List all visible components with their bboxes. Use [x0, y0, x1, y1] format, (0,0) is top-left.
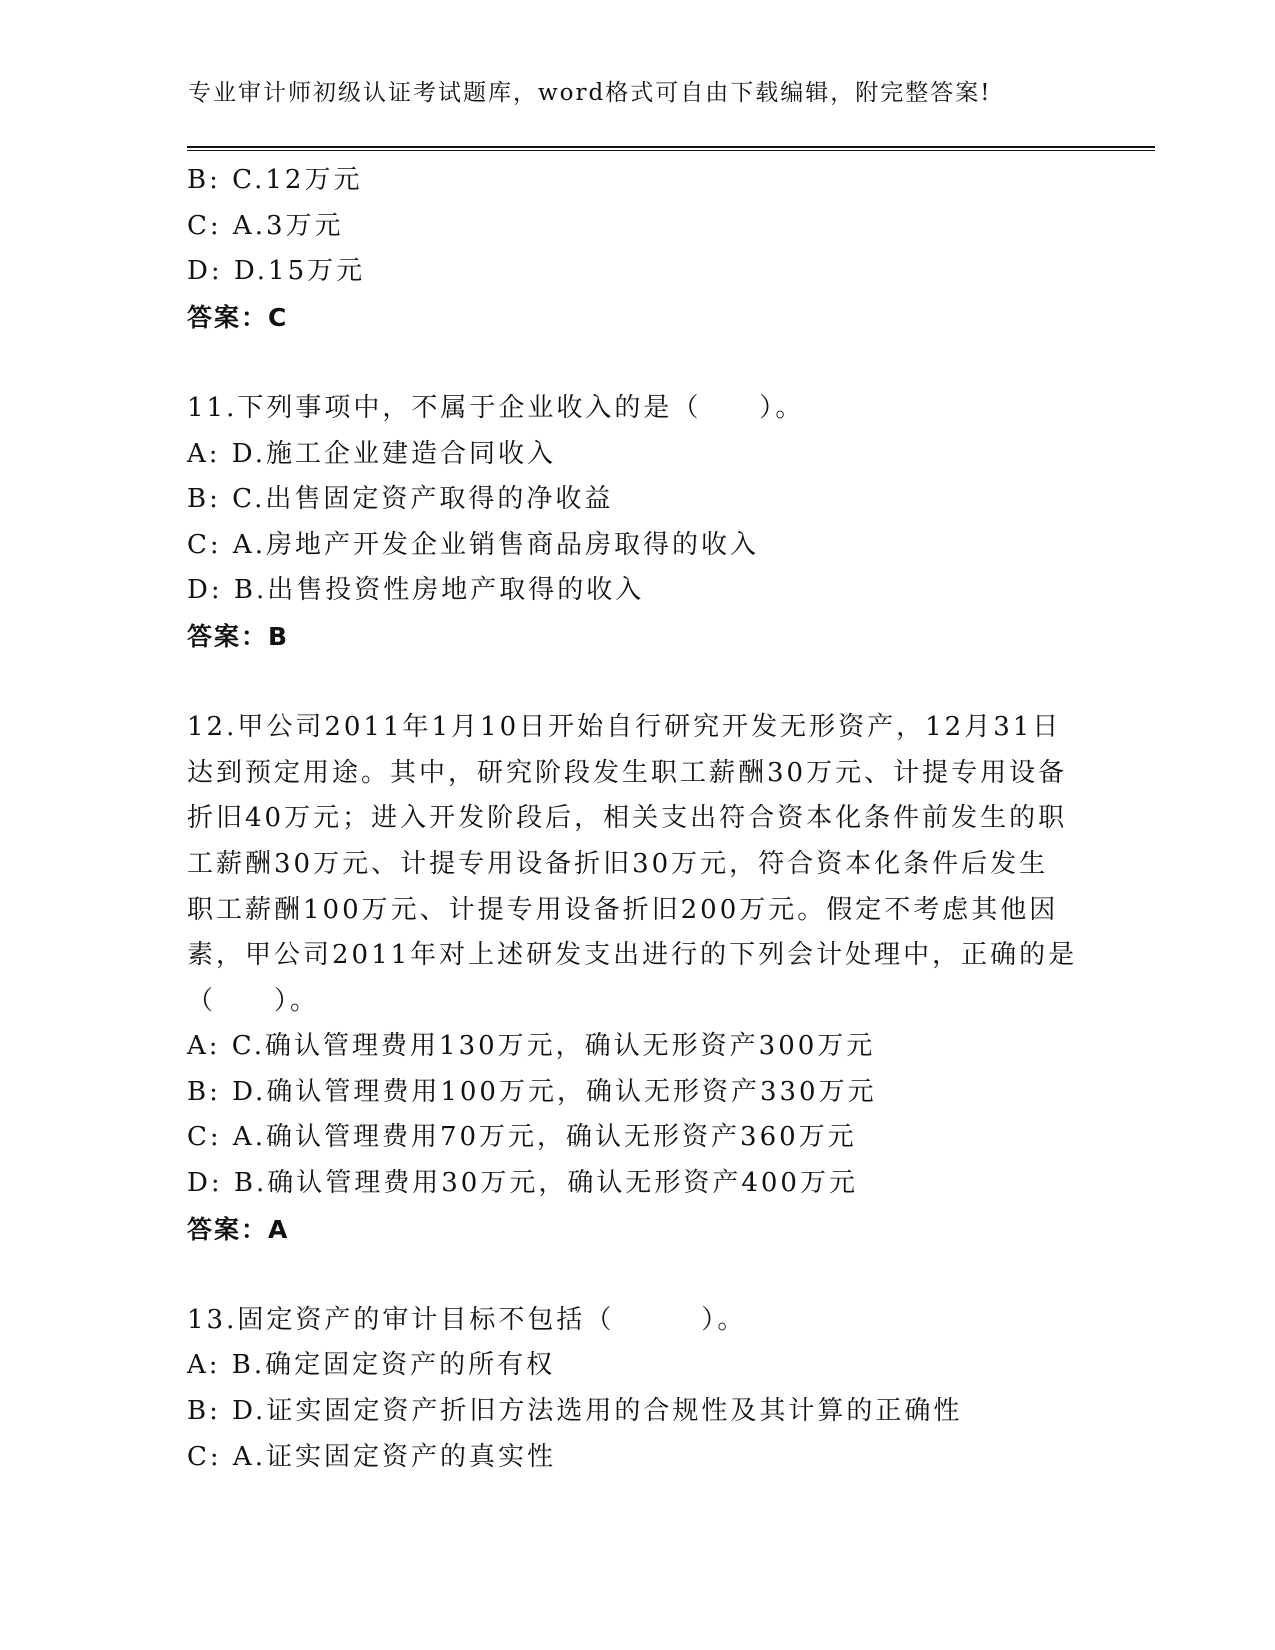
- option-line: C: A.证实固定资产的真实性: [187, 1441, 556, 1472]
- question-stem: 11.下列事项中，不属于企业收入的是（ ）。: [187, 392, 805, 423]
- option-line: D: B.出售投资性房地产取得的收入: [187, 575, 645, 606]
- question-13: [187, 1298, 1087, 1480]
- option-line: A: D.施工企业建造合同收入: [187, 438, 556, 469]
- question-stem-line: 职工薪酬100万元、计提专用设备折旧200万元。假定不考虑其他因: [187, 894, 1059, 925]
- question-stem-line: 达到预定用途。其中，研究阶段发生职工薪酬30万元、计提专用设备: [187, 757, 1068, 788]
- option-line: A: C.确认管理费用130万元，确认无形资产300万元: [187, 1031, 876, 1062]
- question-stem: 13.固定资产的审计目标不包括（ ）。: [187, 1304, 747, 1335]
- option-line: B: C.出售固定资产取得的净收益: [187, 484, 614, 515]
- question-stem-line: （ ）。: [187, 985, 320, 1016]
- page-header: 专业审计师初级认证考试题库，word格式可自由下载编辑，附完整答案!: [188, 80, 992, 106]
- option-line: B: C.12万元: [187, 165, 363, 195]
- prev-question-tail: [187, 158, 1087, 340]
- question-stem-line: 12.甲公司2011年1月10日开始自行研究开发无形资产，12月31日: [187, 712, 1062, 743]
- header-divider-thin: [187, 150, 1155, 151]
- option-line: C: A.确认管理费用70万元，确认无形资产360万元: [187, 1122, 857, 1153]
- document-body: [187, 158, 1087, 1480]
- question-12: [187, 705, 1087, 1252]
- option-line: C: A.3万元: [187, 210, 344, 241]
- option-line: D: B.确认管理费用30万元，确认无形资产400万元: [187, 1168, 858, 1199]
- question-stem-line: 工薪酬30万元、计提专用设备折旧30万元，符合资本化条件后发生: [187, 848, 1049, 879]
- option-line: B: D.证实固定资产折旧方法选用的合规性及其计算的正确性: [187, 1396, 963, 1427]
- answer-line: 答案：C: [187, 302, 289, 332]
- question-11: [187, 386, 1087, 660]
- question-stem-line: 素，甲公司2011年对上述研发支出进行的下列会计处理中，正确的是: [187, 940, 1078, 971]
- header-divider: [187, 146, 1155, 148]
- option-line: C: A.房地产开发企业销售商品房取得的收入: [187, 529, 759, 560]
- question-stem-line: 折旧40万元；进入开发阶段后，相关支出符合资本化条件前发生的职: [187, 803, 1068, 834]
- answer-line: 答案：B: [187, 621, 290, 651]
- option-line: D: D.15万元: [187, 256, 366, 287]
- option-line: B: D.确认管理费用100万元，确认无形资产330万元: [187, 1076, 877, 1107]
- answer-line: 答案：A: [187, 1214, 290, 1244]
- option-line: A: B.确定固定资产的所有权: [187, 1350, 556, 1381]
